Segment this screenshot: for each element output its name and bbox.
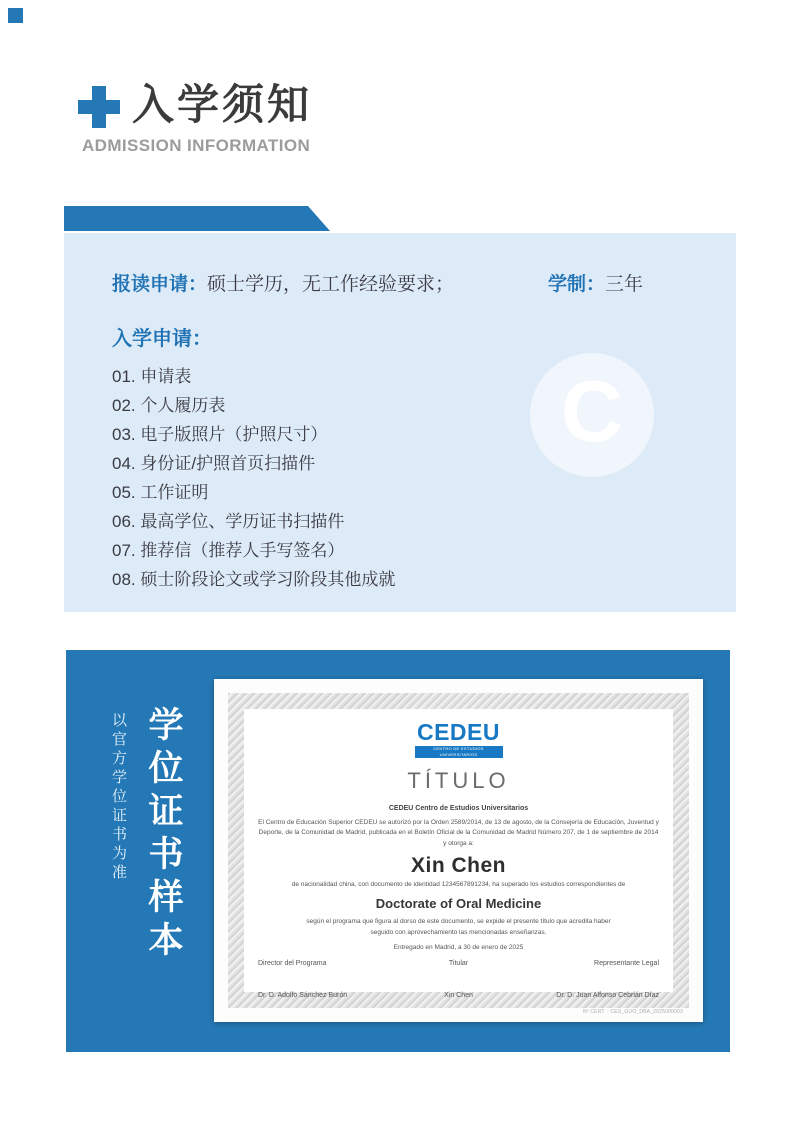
page-title: 入学须知: [132, 81, 313, 128]
certificate-content: [244, 709, 673, 999]
list-item: 02. 个人履历表: [112, 396, 226, 415]
signature-name: Dr. D. Juan Alfonso Cebrián Díaz: [556, 991, 660, 999]
certificate-issuer: CEDEU Centro de Estudios Universitarios: [388, 805, 529, 812]
application-list-title: 入学申请：: [112, 328, 212, 350]
page-subtitle: ADMISSION INFORMATION: [82, 136, 311, 155]
list-item: 08. 硕士阶段论文或学习阶段其他成就: [112, 570, 396, 589]
watermark-letter: C: [560, 364, 624, 460]
certificate-title: TÍTULO: [407, 768, 510, 793]
signature-name: Dr. D. Adolfo Sánchez Burón: [258, 991, 348, 999]
signature-label: Titular: [448, 959, 469, 967]
application-requirement-row: [112, 269, 736, 295]
signature-label: Representante Legal: [594, 959, 660, 967]
certificate-sample-section: [66, 650, 730, 1052]
duration-value: 三年: [605, 274, 644, 295]
admission-info-box: [64, 233, 736, 612]
vertical-caption: [108, 706, 188, 964]
c-letter-watermark: [530, 353, 654, 477]
signature-name: Xin Chen: [444, 991, 473, 999]
certificate-paragraph-3: según el programa que figura al dorso de este documento, se expide el presente título que acredita haber seguido con aprovechamiento las mencionadas enseñanzas.: [306, 918, 611, 936]
signature-label-row: [244, 960, 673, 967]
list-item: 04. 身份证/护照首页扫描件: [112, 454, 316, 473]
certificate-paragraph-2: de nacionalidad china, con documento de identidad 1234567891234, ha superado los estudios correspondientes de: [291, 881, 626, 889]
duration-group: [548, 269, 643, 296]
vertical-caption-title: 学位证书样本: [144, 706, 183, 964]
list-item: 03. 电子版照片（护照尺寸）: [112, 425, 328, 444]
plus-icon: [78, 86, 120, 128]
vertical-caption-note: 以官方学位证书为准: [110, 712, 127, 883]
certificate-number: Nº CERT. : CES_GUO_DBA_2025000003: [582, 1009, 683, 1015]
signature-label: Director del Programa: [258, 959, 327, 967]
cedeu-logo: CEDEU: [416, 719, 500, 745]
signature-name-row: [244, 992, 673, 999]
accent-ribbon: [64, 206, 330, 231]
certificate-paragraph-1: El Centro de Educación Superior CEDEU se autorizó por la Orden 2589/2014, de 13 de agosto, de la Consejería de Educación, Juventud y Deporte, de la Comunidad de Madrid, publicada en el Boletín Oficial de la Comunidad de Madrid Número 207, de 1 de septiembre de 2014 y otorga a:: [258, 819, 659, 847]
apply-value: 硕士学历，无工作经验要求；: [207, 274, 455, 295]
list-item: 01. 申请表: [112, 367, 192, 386]
cedeu-logo-tagline: CENTRO DE ESTUDIOS UNIVERSITARIOS: [415, 746, 503, 758]
certificate-degree-name: Doctorate of Oral Medicine: [375, 896, 542, 912]
certificate-recipient-name: Xin Chen: [410, 854, 506, 878]
list-item: 07. 推荐信（推荐人手写签名）: [112, 541, 345, 560]
apply-label: 报读申请：: [112, 274, 208, 295]
degree-certificate-image: [214, 679, 703, 1022]
duration-label: 学制：: [548, 274, 606, 295]
list-item: 05. 工作证明: [112, 483, 209, 502]
certificate-date-line: Entregado en Madrid, a 30 de enero de 2025: [393, 943, 524, 951]
corner-accent-square: [8, 8, 23, 23]
list-item: 06. 最高学位、学历证书扫描件: [112, 512, 345, 531]
